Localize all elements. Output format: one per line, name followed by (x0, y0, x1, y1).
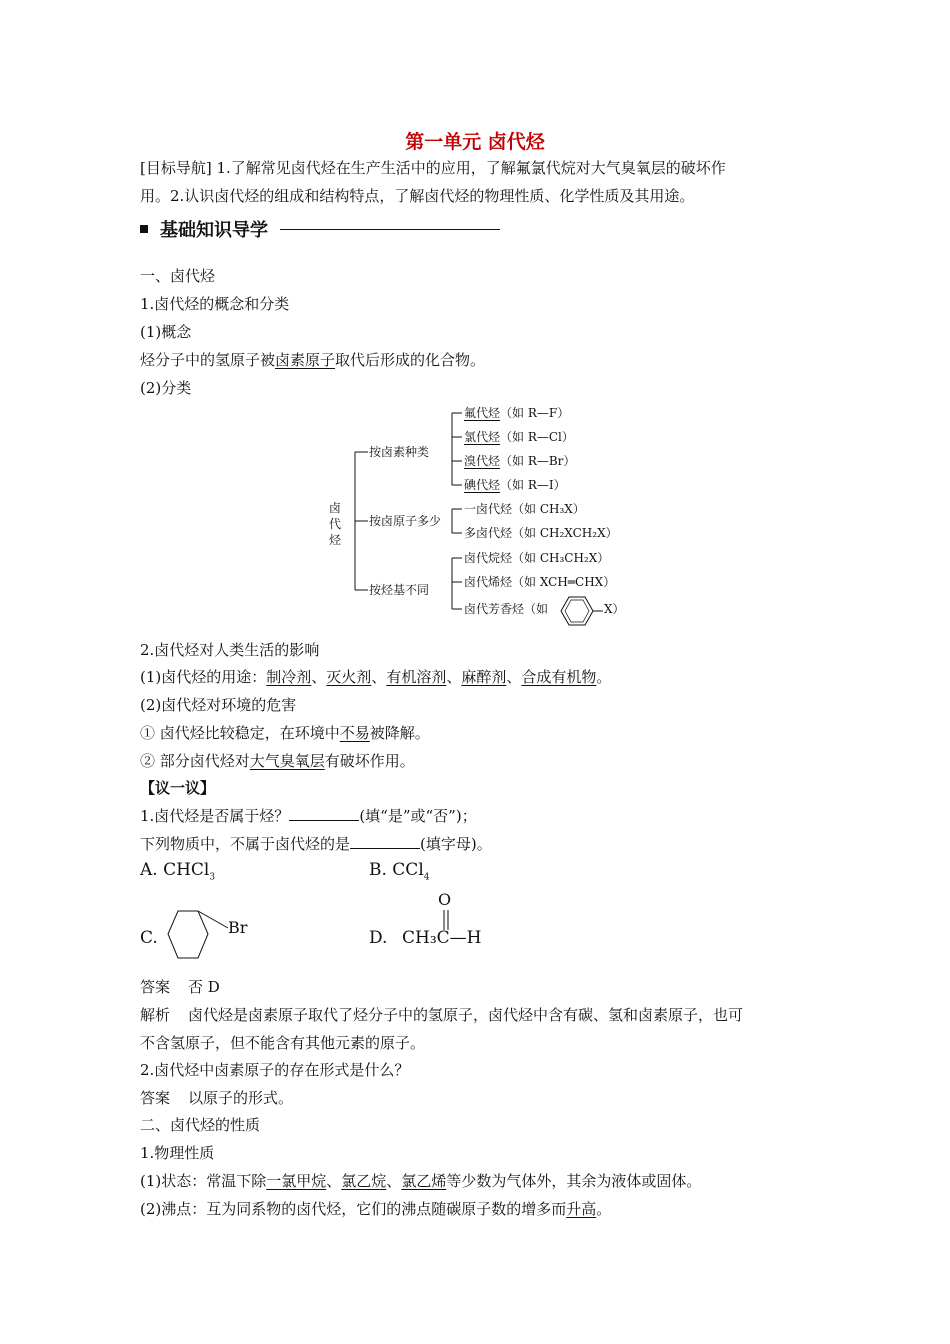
question-1b: 下列物质中，不属于卤代烃的是 (填字母)。 (140, 835, 492, 853)
harm-point-2: ② 部分卤代烃对大气臭氧层有破坏作用。 (140, 752, 415, 770)
concept-label: (1)概念 (140, 323, 192, 341)
answer-2: 答案 以原子的形式。 (140, 1089, 294, 1107)
section-heading-text: 基础知识导学 (160, 220, 268, 241)
uses-text: (1)卤代烃的用途：制冷剂、灭火剂、有机溶剂、麻醉剂、合成有机物。 (140, 668, 612, 686)
part1-heading: 一、卤代烃 (140, 267, 216, 285)
explanation-line-1: 解析 卤代烃是卤素原子取代了烃分子中的氢原子，卤代烃中含有碳、氢和卤素原子，也可 (140, 1006, 744, 1024)
option-d-oxygen: O (438, 890, 452, 909)
answer-1: 答案 否 D (140, 978, 220, 996)
concept-text: 烃分子中的氢原子被卤素原子取代后形成的化合物。 (140, 351, 486, 369)
objectives-line-1: [目标导航] 1.了解常见卤代烃在生产生活中的应用，了解氟氯代烷对大气臭氧层的破坏作 (140, 159, 726, 177)
influence-heading: 2.卤代烃对人类生活的影响 (140, 641, 320, 659)
objectives-line-2: 用。2.认识卤代烃的组成和结构特点，了解卤代烃的物理性质、化学性质及其用途。 (140, 187, 695, 205)
tree-branch-halogen-count: 按卤原子多少 (369, 514, 442, 528)
harm-point-1: ① 卤代烃比较稳定，在环境中不易被降解。 (140, 724, 430, 742)
option-d-label: D. (369, 928, 388, 948)
explanation-line-2: 不含氢原子，但不能含有其他元素的原子。 (140, 1034, 426, 1052)
question-2: 2.卤代烃中卤素原子的存在形式是什么？ (140, 1061, 410, 1079)
classification-label: (2)分类 (140, 379, 192, 397)
tree-leaf: 一卤代烃（如 CH₃X） (464, 502, 585, 516)
state-text: (1)状态：常温下除一氯甲烷、氯乙烷、氯乙烯等少数为气体外，其余为液体或固体。 (140, 1172, 702, 1190)
tree-branch-halogen-type: 按卤素种类 (369, 445, 430, 459)
tree-leaf: 氯代烃（如 R—Cl） (464, 430, 574, 444)
tree-leaf: 卤代芳香烃（如 (464, 602, 549, 616)
tree-leaf: 多卤代烃（如 CH₂XCH₂X） (464, 526, 618, 540)
option-d-formula: CH₃C—H (402, 928, 482, 948)
option-c-substituent: Br (228, 918, 248, 937)
tree-root: 卤代烃 (329, 501, 342, 547)
boiling-point-text: (2)沸点：互为同系物的卤代烃，它们的沸点随碳原子数的增多而升高。 (140, 1200, 612, 1218)
concept-keyword: 卤素原子 (275, 351, 336, 369)
option-c-label: C. (140, 928, 158, 948)
option-b: B. CCl$_4$ (369, 860, 430, 883)
physical-properties-heading: 1.物理性质 (140, 1144, 215, 1162)
page-title: 第一单元 卤代烃 (405, 131, 545, 153)
tree-leaf: 碘代烃（如 R—I） (464, 478, 566, 492)
tree-leaf: 卤代烷烃（如 CH₃CH₂X） (464, 551, 610, 565)
arene-substituent: X） (604, 602, 625, 616)
tree-leaf: 卤代烯烃（如 XCH═CHX） (464, 575, 616, 589)
tree-leaf: 溴代烃（如 R—Br） (464, 454, 576, 468)
part2-heading: 二、卤代烃的性质 (140, 1116, 261, 1134)
harm-heading: (2)卤代烃对环境的危害 (140, 696, 297, 714)
tree-branch-hydrocarbon-group: 按烃基不同 (369, 583, 430, 597)
option-a: A. CHCl$_3$ (140, 860, 216, 883)
discuss-tag: 【议一议】 (140, 779, 216, 797)
question-1a: 1.卤代烃是否属于烃？ (填“是”或“否”)； (140, 807, 477, 825)
part1-subheading: 1.卤代烃的概念和分类 (140, 295, 290, 313)
tree-leaf: 氟代烃（如 R—F） (464, 406, 570, 420)
